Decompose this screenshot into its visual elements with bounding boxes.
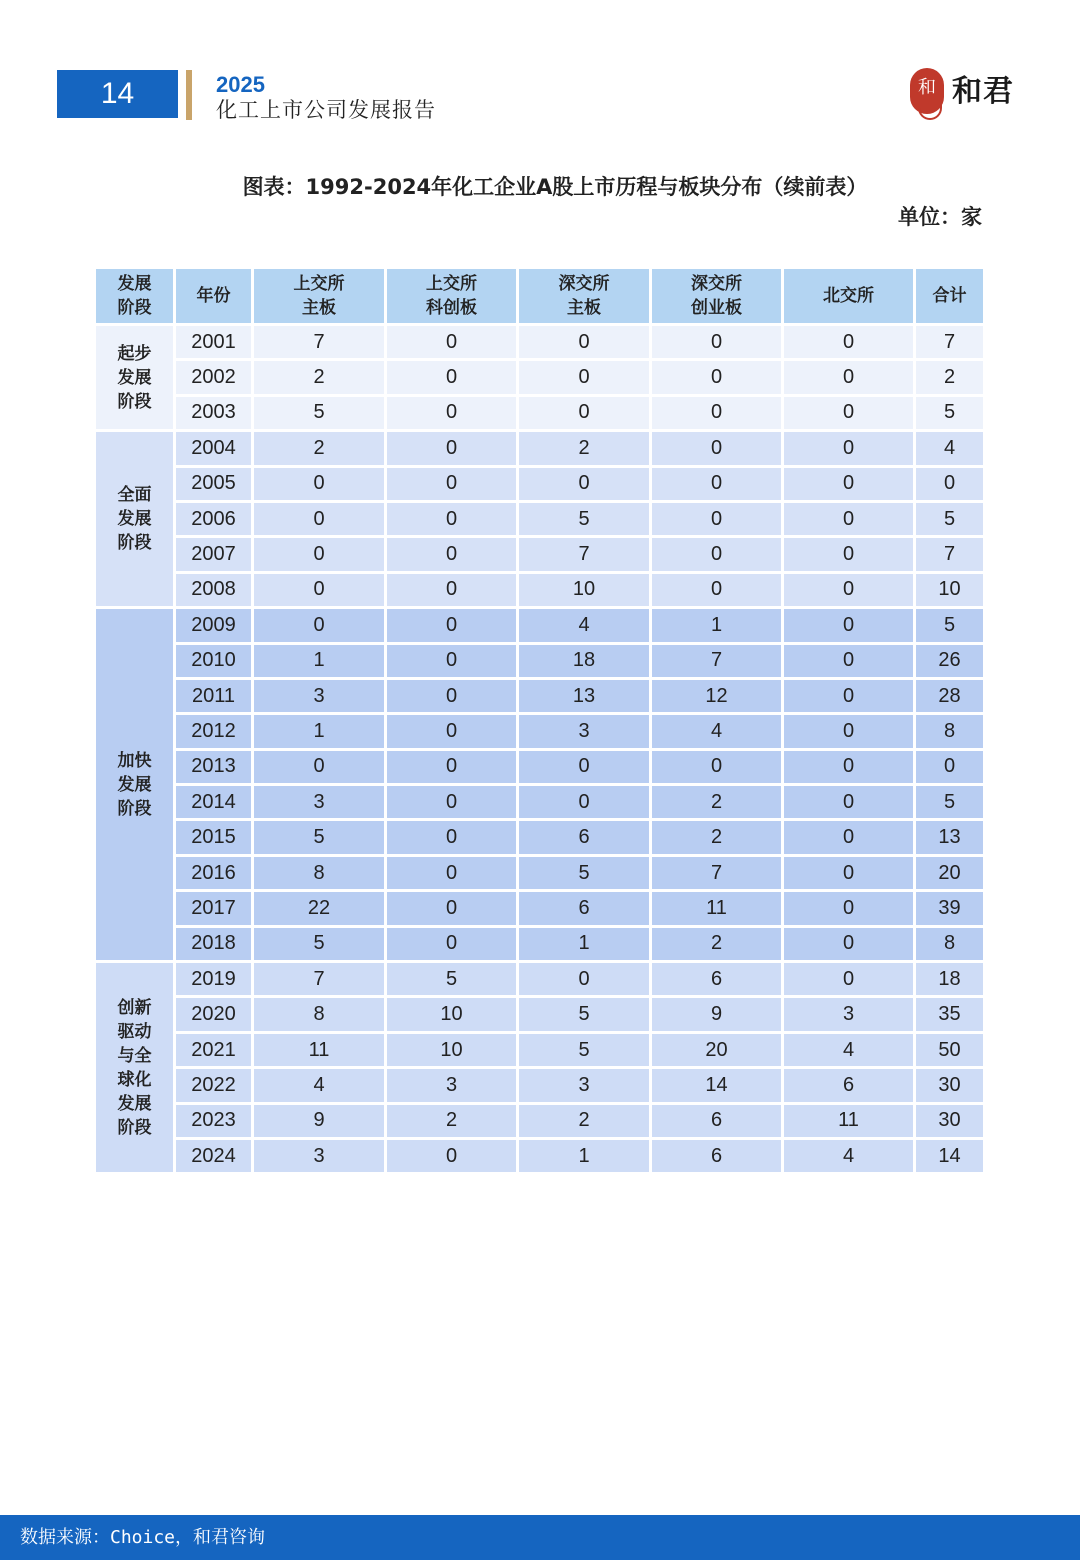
table-row [95, 431, 985, 466]
cell-szse-chinext: 0 [651, 431, 783, 466]
cell-bse: 0 [783, 608, 915, 643]
source-footer: 数据来源：Choice，和君咨询 [0, 1515, 1080, 1560]
cell-sse-star: 0 [386, 1138, 518, 1173]
column-header-szse-chinext: 深交所 创业板 [651, 268, 783, 325]
report-year: 2025 [216, 72, 265, 97]
column-header-bse: 北交所 [783, 268, 915, 325]
cell-sse-main: 5 [253, 395, 386, 430]
table-unit: 单位：家 [898, 205, 982, 229]
cell-sse-star: 0 [386, 891, 518, 926]
cell-sse-star: 2 [386, 1103, 518, 1138]
cell-bse: 6 [783, 1068, 915, 1103]
listing-table [93, 266, 986, 1175]
cell-bse: 3 [783, 997, 915, 1032]
cell-sse-star: 0 [386, 643, 518, 678]
table-row [95, 997, 985, 1032]
cell-szse-chinext: 7 [651, 855, 783, 890]
cell-szse-chinext: 14 [651, 1068, 783, 1103]
cell-sse-main: 2 [253, 360, 386, 395]
cell-bse: 0 [783, 962, 915, 997]
cell-sse-main: 9 [253, 1103, 386, 1138]
cell-szse-main: 0 [518, 360, 651, 395]
cell-year: 2013 [175, 749, 253, 784]
cell-bse: 0 [783, 820, 915, 855]
cell-total: 7 [915, 325, 985, 360]
cell-sse-main: 11 [253, 1032, 386, 1067]
cell-year: 2022 [175, 1068, 253, 1103]
stage-label: 加快 发展 阶段 [95, 608, 175, 962]
cell-year: 2015 [175, 820, 253, 855]
cell-sse-main: 0 [253, 501, 386, 536]
cell-szse-chinext: 4 [651, 714, 783, 749]
cell-sse-star: 0 [386, 537, 518, 572]
cell-total: 39 [915, 891, 985, 926]
cell-sse-star: 0 [386, 360, 518, 395]
cell-szse-chinext: 2 [651, 785, 783, 820]
cell-szse-chinext: 6 [651, 1103, 783, 1138]
cell-year: 2017 [175, 891, 253, 926]
cell-sse-star: 0 [386, 678, 518, 713]
cell-szse-main: 10 [518, 572, 651, 607]
cell-bse: 4 [783, 1032, 915, 1067]
cell-szse-main: 0 [518, 749, 651, 784]
company-logo [910, 66, 1040, 120]
cell-sse-star: 0 [386, 855, 518, 890]
cell-sse-star: 0 [386, 395, 518, 430]
cell-sse-main: 8 [253, 855, 386, 890]
cell-sse-main: 7 [253, 962, 386, 997]
table-row [95, 360, 985, 395]
table-row [95, 1068, 985, 1103]
cell-year: 2014 [175, 785, 253, 820]
table-row [95, 572, 985, 607]
cell-sse-star: 0 [386, 325, 518, 360]
cell-sse-main: 22 [253, 891, 386, 926]
table-row [95, 891, 985, 926]
cell-szse-main: 13 [518, 678, 651, 713]
logo-text: 和君 [952, 74, 1014, 109]
cell-year: 2016 [175, 855, 253, 890]
cell-year: 2005 [175, 466, 253, 501]
cell-year: 2008 [175, 572, 253, 607]
cell-year: 2002 [175, 360, 253, 395]
cell-sse-main: 2 [253, 431, 386, 466]
cell-szse-chinext: 0 [651, 749, 783, 784]
cell-sse-main: 0 [253, 608, 386, 643]
cell-bse: 0 [783, 714, 915, 749]
cell-szse-chinext: 0 [651, 572, 783, 607]
cell-year: 2004 [175, 431, 253, 466]
cell-szse-main: 3 [518, 714, 651, 749]
cell-szse-main: 0 [518, 785, 651, 820]
cell-sse-star: 0 [386, 501, 518, 536]
cell-sse-main: 0 [253, 749, 386, 784]
cell-szse-main: 5 [518, 855, 651, 890]
cell-sse-main: 8 [253, 997, 386, 1032]
table-header-row [95, 268, 985, 325]
logo-seal-tail [918, 104, 942, 120]
cell-szse-main: 6 [518, 891, 651, 926]
cell-total: 0 [915, 466, 985, 501]
cell-total: 13 [915, 820, 985, 855]
table-row [95, 678, 985, 713]
cell-total: 28 [915, 678, 985, 713]
cell-bse: 4 [783, 1138, 915, 1173]
table-title: 图表：1992-2024年化工企业A股上市历程与板块分布（续前表） [242, 175, 868, 199]
column-header-sse-main: 上交所 主板 [253, 268, 386, 325]
cell-bse: 0 [783, 926, 915, 961]
cell-szse-chinext: 2 [651, 926, 783, 961]
cell-year: 2010 [175, 643, 253, 678]
table-row [95, 537, 985, 572]
table-row [95, 855, 985, 890]
cell-total: 20 [915, 855, 985, 890]
table-row [95, 962, 985, 997]
cell-sse-star: 0 [386, 785, 518, 820]
table-row [95, 820, 985, 855]
table-row [95, 395, 985, 430]
cell-szse-main: 0 [518, 325, 651, 360]
column-header-sse-star: 上交所 科创板 [386, 268, 518, 325]
cell-szse-chinext: 1 [651, 608, 783, 643]
table-row [95, 466, 985, 501]
cell-sse-main: 0 [253, 572, 386, 607]
cell-total: 8 [915, 926, 985, 961]
cell-sse-main: 3 [253, 785, 386, 820]
cell-year: 2001 [175, 325, 253, 360]
cell-sse-star: 3 [386, 1068, 518, 1103]
cell-bse: 0 [783, 537, 915, 572]
cell-bse: 0 [783, 643, 915, 678]
cell-szse-main: 6 [518, 820, 651, 855]
table-row [95, 643, 985, 678]
cell-bse: 0 [783, 855, 915, 890]
cell-sse-main: 5 [253, 926, 386, 961]
cell-total: 50 [915, 1032, 985, 1067]
cell-szse-chinext: 0 [651, 360, 783, 395]
table-row [95, 325, 985, 360]
cell-szse-main: 0 [518, 466, 651, 501]
cell-szse-main: 7 [518, 537, 651, 572]
column-header-year: 年份 [175, 268, 253, 325]
cell-szse-main: 4 [518, 608, 651, 643]
table-row [95, 1138, 985, 1173]
cell-szse-main: 3 [518, 1068, 651, 1103]
table-row [95, 926, 985, 961]
cell-bse: 11 [783, 1103, 915, 1138]
cell-sse-main: 3 [253, 678, 386, 713]
cell-szse-chinext: 0 [651, 501, 783, 536]
cell-total: 7 [915, 537, 985, 572]
cell-szse-main: 0 [518, 395, 651, 430]
cell-year: 2011 [175, 678, 253, 713]
cell-szse-chinext: 0 [651, 466, 783, 501]
cell-total: 4 [915, 431, 985, 466]
cell-sse-star: 10 [386, 997, 518, 1032]
cell-szse-chinext: 2 [651, 820, 783, 855]
cell-szse-main: 5 [518, 1032, 651, 1067]
cell-total: 18 [915, 962, 985, 997]
cell-szse-chinext: 6 [651, 1138, 783, 1173]
cell-total: 5 [915, 785, 985, 820]
column-header-szse-main: 深交所 主板 [518, 268, 651, 325]
cell-total: 5 [915, 395, 985, 430]
cell-szse-chinext: 20 [651, 1032, 783, 1067]
cell-total: 26 [915, 643, 985, 678]
cell-szse-main: 5 [518, 501, 651, 536]
cell-szse-chinext: 7 [651, 643, 783, 678]
cell-sse-star: 10 [386, 1032, 518, 1067]
cell-sse-main: 1 [253, 714, 386, 749]
cell-szse-chinext: 0 [651, 395, 783, 430]
cell-sse-star: 5 [386, 962, 518, 997]
cell-bse: 0 [783, 360, 915, 395]
cell-bse: 0 [783, 678, 915, 713]
cell-sse-star: 0 [386, 749, 518, 784]
cell-szse-chinext: 12 [651, 678, 783, 713]
cell-bse: 0 [783, 325, 915, 360]
cell-sse-main: 7 [253, 325, 386, 360]
cell-sse-main: 3 [253, 1138, 386, 1173]
cell-szse-main: 2 [518, 431, 651, 466]
page-number: 14 [57, 70, 178, 118]
cell-total: 8 [915, 714, 985, 749]
table-row [95, 714, 985, 749]
table-row [95, 501, 985, 536]
column-header-total: 合计 [915, 268, 985, 325]
cell-total: 5 [915, 608, 985, 643]
cell-sse-star: 0 [386, 431, 518, 466]
cell-bse: 0 [783, 501, 915, 536]
cell-szse-chinext: 9 [651, 997, 783, 1032]
cell-sse-star: 0 [386, 926, 518, 961]
column-header-stage: 发展 阶段 [95, 268, 175, 325]
cell-year: 2018 [175, 926, 253, 961]
cell-szse-chinext: 0 [651, 537, 783, 572]
cell-sse-main: 1 [253, 643, 386, 678]
table-row [95, 749, 985, 784]
stage-label: 全面 发展 阶段 [95, 431, 175, 608]
cell-szse-main: 1 [518, 926, 651, 961]
cell-szse-main: 2 [518, 1103, 651, 1138]
cell-total: 10 [915, 572, 985, 607]
cell-total: 30 [915, 1068, 985, 1103]
cell-szse-chinext: 6 [651, 962, 783, 997]
cell-bse: 0 [783, 395, 915, 430]
stage-label: 创新 驱动 与全 球化 发展 阶段 [95, 962, 175, 1174]
cell-year: 2024 [175, 1138, 253, 1173]
cell-sse-star: 0 [386, 714, 518, 749]
cell-sse-star: 0 [386, 572, 518, 607]
cell-total: 35 [915, 997, 985, 1032]
cell-year: 2007 [175, 537, 253, 572]
table-row [95, 1103, 985, 1138]
cell-sse-star: 0 [386, 608, 518, 643]
cell-szse-main: 18 [518, 643, 651, 678]
cell-year: 2009 [175, 608, 253, 643]
table-row [95, 785, 985, 820]
report-title: 化工上市公司发展报告 [216, 98, 436, 122]
cell-year: 2006 [175, 501, 253, 536]
cell-sse-main: 5 [253, 820, 386, 855]
header-divider [186, 70, 192, 120]
cell-bse: 0 [783, 572, 915, 607]
cell-bse: 0 [783, 891, 915, 926]
cell-total: 0 [915, 749, 985, 784]
cell-bse: 0 [783, 749, 915, 784]
cell-year: 2019 [175, 962, 253, 997]
cell-total: 30 [915, 1103, 985, 1138]
cell-total: 2 [915, 360, 985, 395]
cell-bse: 0 [783, 431, 915, 466]
cell-sse-main: 4 [253, 1068, 386, 1103]
table-row [95, 608, 985, 643]
cell-year: 2020 [175, 997, 253, 1032]
cell-szse-main: 1 [518, 1138, 651, 1173]
cell-year: 2023 [175, 1103, 253, 1138]
cell-szse-main: 0 [518, 962, 651, 997]
cell-szse-main: 5 [518, 997, 651, 1032]
cell-total: 5 [915, 501, 985, 536]
cell-sse-star: 0 [386, 466, 518, 501]
stage-label: 起步 发展 阶段 [95, 325, 175, 431]
logo-seal-icon: 和 [910, 68, 944, 114]
cell-sse-main: 0 [253, 466, 386, 501]
cell-year: 2003 [175, 395, 253, 430]
cell-sse-star: 0 [386, 820, 518, 855]
cell-year: 2021 [175, 1032, 253, 1067]
cell-bse: 0 [783, 785, 915, 820]
cell-year: 2012 [175, 714, 253, 749]
cell-szse-chinext: 0 [651, 325, 783, 360]
cell-sse-main: 0 [253, 537, 386, 572]
cell-total: 14 [915, 1138, 985, 1173]
cell-bse: 0 [783, 466, 915, 501]
table-row [95, 1032, 985, 1067]
cell-szse-chinext: 11 [651, 891, 783, 926]
